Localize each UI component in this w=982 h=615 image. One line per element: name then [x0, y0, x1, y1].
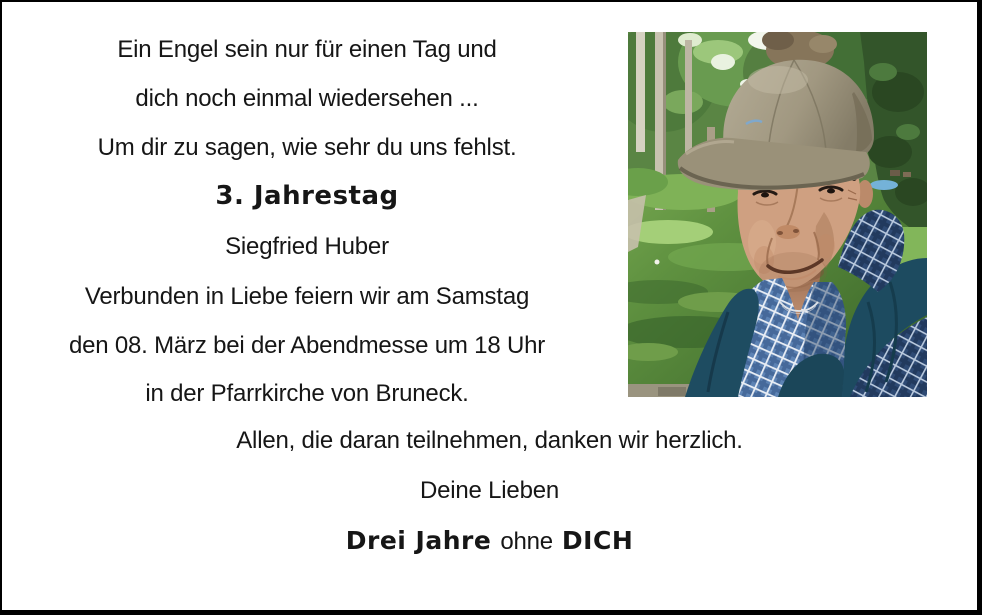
portrait-illustration [628, 32, 927, 397]
anniversary-label: 3. Jahrestag [215, 181, 399, 211]
invitation-line-3: in der Pfarrkirche von Bruneck. [145, 380, 469, 407]
poem-line-2: dich noch einmal wiedersehen ... [135, 85, 479, 112]
closing-line [2, 524, 977, 558]
poem-line-1: Ein Engel sein nur für einen Tag und [117, 36, 497, 63]
memorial-photo [628, 32, 927, 397]
thanks-line: Allen, die daran teilnehmen, danken wir herzlich. [236, 427, 743, 454]
signature-line: Deine Lieben [419, 477, 560, 504]
closing-lead: Drei Jahre [345, 526, 492, 555]
deceased-name: Siegfried Huber [225, 233, 389, 260]
closing-middle: ohne [500, 528, 553, 555]
invitation-line-2: den 08. März bei der Abendmesse um 18 Uhr [68, 332, 546, 359]
closing-tail: DICH [561, 526, 634, 555]
invitation-line-1: Verbunden in Liebe feiern wir am Samstag [84, 283, 530, 310]
poem-line-3: Um dir zu sagen, wie sehr du uns fehlst. [97, 134, 517, 161]
